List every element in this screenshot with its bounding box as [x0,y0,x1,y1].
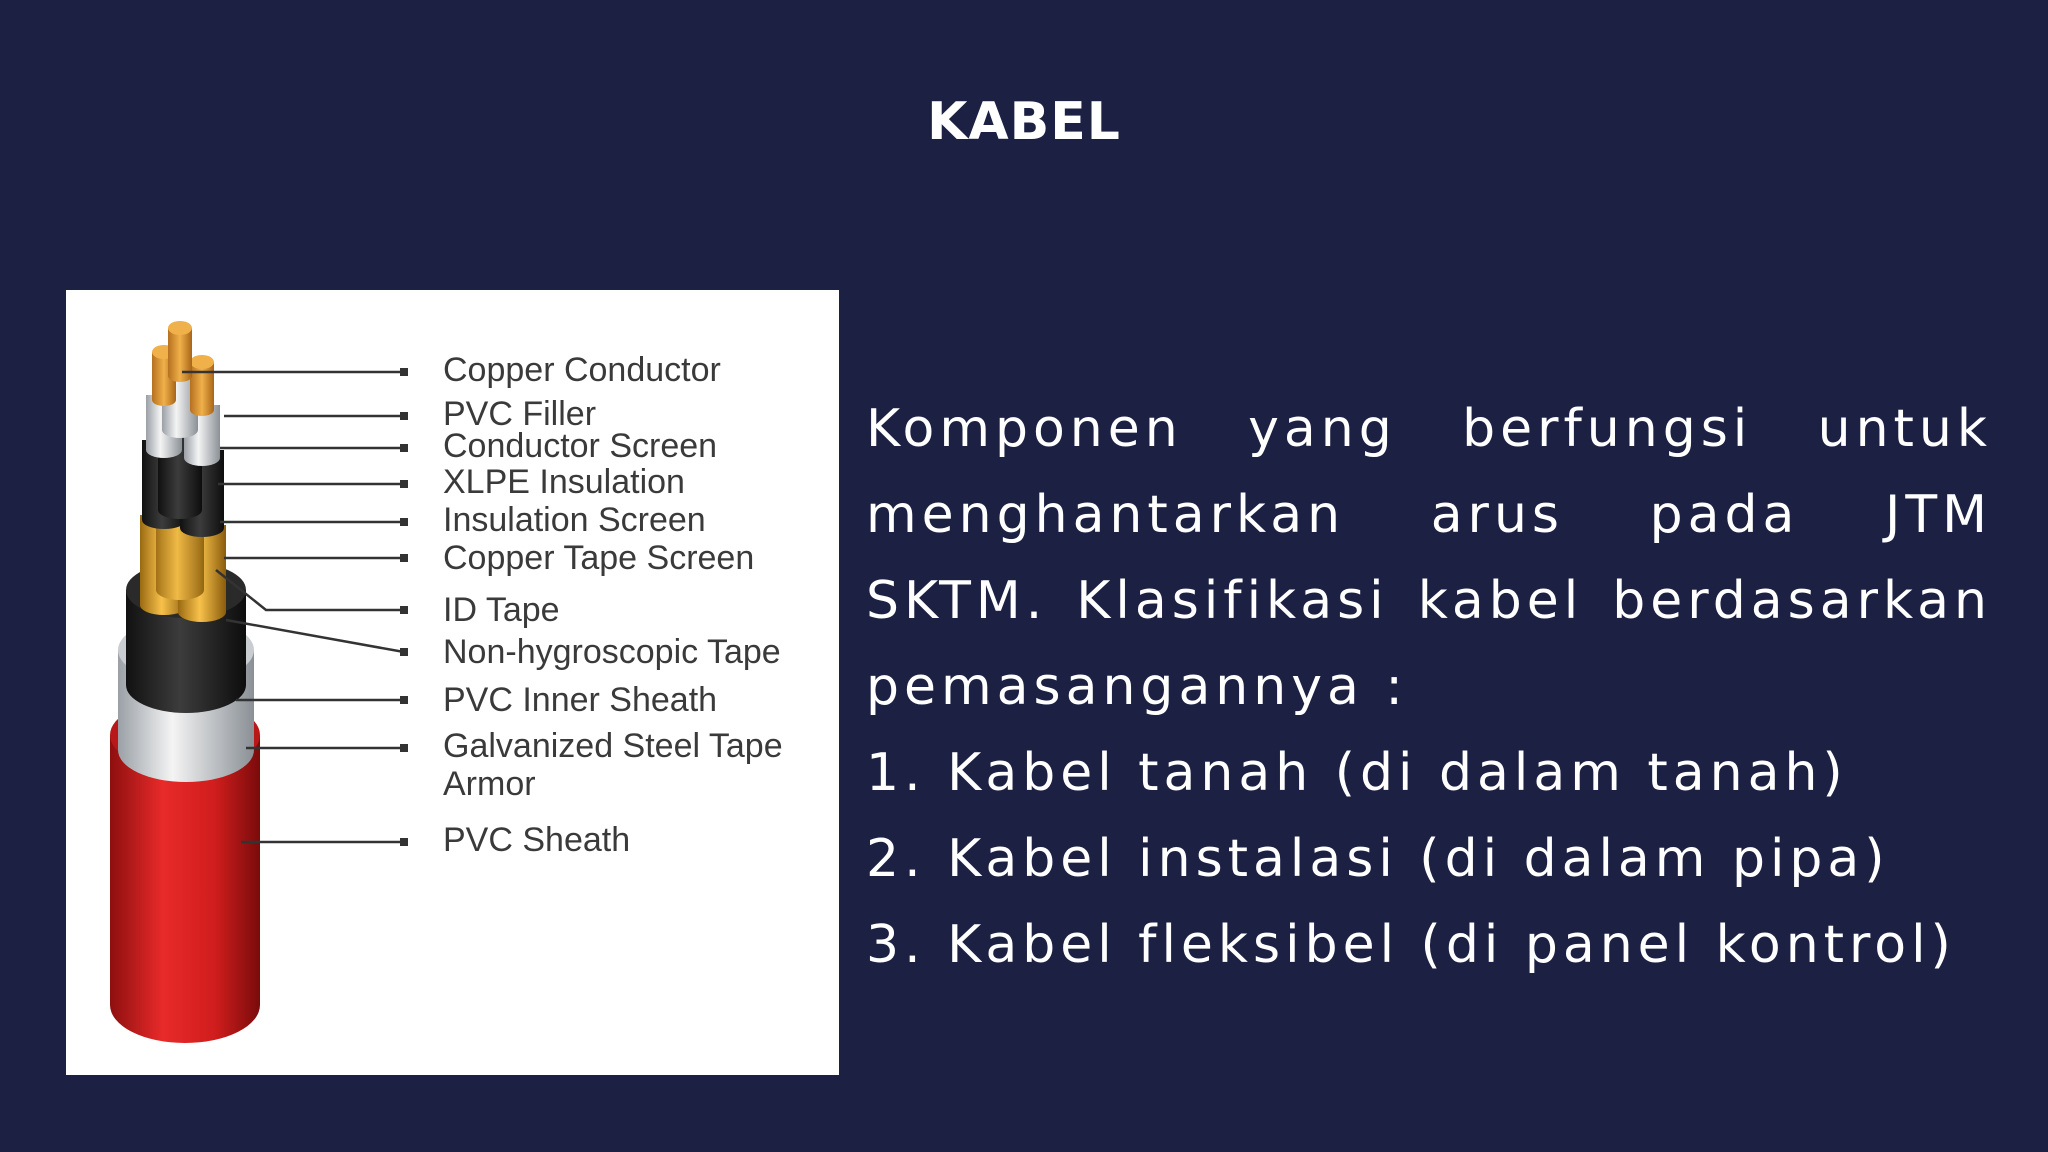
label-pvc-sheath: PVC Sheath [443,821,631,859]
label-pvc-inner-sheath: PVC Inner Sheath [443,681,718,719]
label-xlpe-insulation: XLPE Insulation [443,463,685,501]
label-non-hygroscopic-tape: Non-hygroscopic Tape [443,633,781,671]
slide-title: KABEL [927,92,1121,152]
label-id-tape: ID Tape [443,591,560,629]
label-galvanized-steel-tape: Galvanized Steel Tape [443,727,783,765]
label-copper-tape-screen: Copper Tape Screen [443,539,755,577]
cable-diagram [66,290,839,1075]
list-item: 3. Kabel fleksibel (di panel kontrol) [866,915,1956,975]
slide-body [866,386,1992,988]
label-pvc-filler: PVC Filler [443,395,597,433]
label-insulation-screen: Insulation Screen [443,501,706,539]
label-copper-conductor: Copper Conductor [443,351,721,389]
list-item: 2. Kabel instalasi (di dalam pipa) [866,829,1890,889]
label-conductor-screen: Conductor Screen [443,427,718,465]
list-item: 1. Kabel tanah (di dalam tanah) [866,743,1848,803]
description-paragraph: Komponen yang berfungsi untuk menghantarkan arus pada JTM SKTM. Klasifikasi kabel berdasarkan pemasangannya : [866,399,1992,717]
label-armor: Armor [443,765,536,803]
